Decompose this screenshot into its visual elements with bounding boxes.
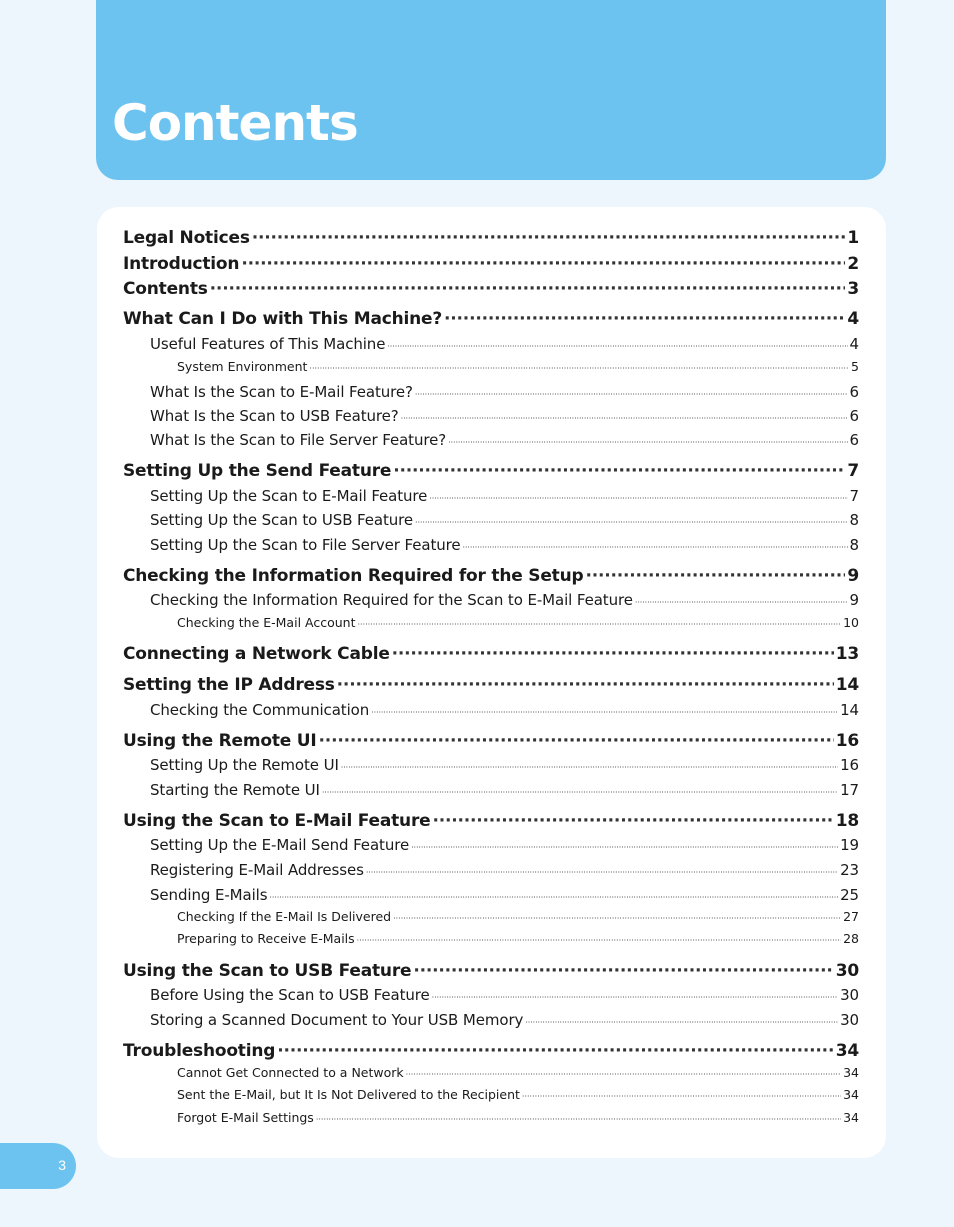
dot-leader: [210, 279, 846, 299]
toc-entry[interactable]: [177, 359, 859, 374]
toc-entry-title: Contents: [123, 279, 208, 299]
toc-entry-page: 6: [849, 383, 859, 401]
dot-leader: [444, 309, 845, 329]
toc-entry-page: 30: [840, 986, 859, 1004]
toc-entry-page: 7: [849, 487, 859, 505]
toc-entry-page: 4: [849, 335, 859, 353]
toc-entry-page: 16: [840, 756, 859, 774]
dot-leader: [415, 390, 848, 399]
toc-entry-page: 30: [835, 961, 859, 981]
dot-leader: [635, 598, 848, 607]
page-title: Contents: [112, 94, 358, 152]
toc-entry-page: 2: [847, 254, 859, 274]
toc-entry-title: Before Using the Scan to USB Feature: [150, 986, 430, 1004]
dot-leader: [415, 518, 848, 527]
toc-entry[interactable]: [150, 756, 859, 774]
toc-entry-title: Checking the E-Mail Account: [177, 615, 356, 630]
dot-leader: [269, 893, 838, 902]
toc-entry[interactable]: [150, 861, 859, 879]
toc-entry[interactable]: [150, 986, 859, 1004]
toc-entry-title: Troubleshooting: [123, 1041, 276, 1061]
toc-entry-page: 7: [847, 461, 859, 481]
toc-entry-page: 34: [843, 1087, 859, 1102]
page-number-badge: [0, 1143, 76, 1189]
toc-entry-title: What Is the Scan to File Server Feature?: [150, 431, 447, 449]
dot-leader: [432, 993, 838, 1002]
toc-entry-page: 8: [849, 536, 859, 554]
toc-entry[interactable]: [150, 536, 859, 554]
toc-entry-title: Sent the E-Mail, but It Is Not Delivered to the Recipient: [177, 1087, 520, 1102]
toc-entry-page: 19: [840, 836, 859, 854]
toc-entry[interactable]: [123, 228, 859, 248]
dot-leader: [366, 868, 838, 877]
dot-leader: [277, 1041, 834, 1061]
dot-leader: [241, 254, 845, 274]
dot-leader: [429, 494, 847, 503]
toc-entry-title: Setting Up the Scan to File Server Feature: [150, 536, 461, 554]
dot-leader: [387, 342, 847, 351]
dot-leader: [358, 620, 842, 629]
toc-entry[interactable]: [177, 1087, 859, 1102]
toc-entry-title: Setting the IP Address: [123, 675, 335, 695]
dot-leader: [448, 438, 847, 447]
dot-leader: [322, 788, 838, 797]
toc-entry-title: What Is the Scan to E-Mail Feature?: [150, 383, 413, 401]
dot-leader: [393, 461, 845, 481]
toc-entry-title: Setting Up the Scan to E-Mail Feature: [150, 487, 428, 505]
toc-entry-title: Setting Up the Remote UI: [150, 756, 339, 774]
toc-entry[interactable]: [150, 511, 859, 529]
toc-panel: [97, 207, 886, 1158]
toc-entry-page: 34: [835, 1041, 859, 1061]
toc-entry-page: 5: [851, 359, 859, 374]
toc-entry[interactable]: [123, 731, 859, 751]
dot-leader: [371, 708, 838, 717]
toc-entry-title: What Is the Scan to USB Feature?: [150, 407, 399, 425]
page-number: 3: [58, 1157, 66, 1173]
toc-entry-page: 9: [849, 591, 859, 609]
toc-entry-title: Checking the Communication: [150, 701, 370, 719]
dot-leader: [357, 936, 841, 945]
toc-entry[interactable]: [150, 836, 859, 854]
toc-entry-title: What Can I Do with This Machine?: [123, 309, 443, 329]
toc-entry-page: 14: [840, 701, 859, 719]
toc-entry-page: 4: [847, 309, 859, 329]
toc-entry-title: Starting the Remote UI: [150, 781, 320, 799]
dot-leader: [316, 1115, 841, 1124]
toc-entry[interactable]: [150, 1011, 859, 1029]
toc-entry[interactable]: [123, 279, 859, 299]
toc-entry-title: Introduction: [123, 254, 240, 274]
toc-entry-title: Useful Features of This Machine: [150, 335, 386, 353]
toc-entry[interactable]: [150, 487, 859, 505]
toc-entry-page: 13: [835, 644, 859, 664]
dot-leader: [252, 228, 846, 248]
dot-leader: [525, 1018, 838, 1027]
dot-leader: [522, 1092, 841, 1101]
dot-leader: [432, 811, 833, 831]
toc-entry-page: 18: [835, 811, 859, 831]
toc-entry-title: Using the Scan to E-Mail Feature: [123, 811, 431, 831]
toc-entry-page: 3: [847, 279, 859, 299]
title-banner: [96, 0, 886, 180]
dot-leader: [401, 414, 848, 423]
toc-entry-page: 6: [849, 431, 859, 449]
toc-entry-title: Checking the Information Required for the Scan to E-Mail Feature: [150, 591, 633, 609]
toc-entry[interactable]: [123, 675, 859, 695]
toc-entry-page: 27: [843, 909, 859, 924]
dot-leader: [341, 763, 838, 772]
toc-entry-title: System Environment: [177, 359, 308, 374]
dot-leader: [392, 644, 834, 664]
dot-leader: [413, 961, 833, 981]
toc-entry-page: 23: [840, 861, 859, 879]
toc-entry-page: 28: [843, 931, 859, 946]
toc-entry-title: Cannot Get Connected to a Network: [177, 1065, 404, 1080]
dot-leader: [309, 364, 849, 373]
toc-entry-title: Forgot E-Mail Settings: [177, 1110, 314, 1125]
toc-entry[interactable]: [150, 407, 859, 425]
toc-entry[interactable]: [123, 644, 859, 664]
toc-entry[interactable]: [177, 1110, 859, 1125]
toc-entry-title: Preparing to Receive E-Mails: [177, 931, 355, 946]
toc-entry[interactable]: [123, 566, 859, 586]
toc-entry[interactable]: [150, 701, 859, 719]
toc-entry-title: Using the Scan to USB Feature: [123, 961, 412, 981]
toc-entry[interactable]: [177, 931, 859, 946]
dot-leader: [411, 843, 838, 852]
toc-entry[interactable]: [177, 1065, 859, 1080]
toc-entry[interactable]: [123, 811, 859, 831]
toc-entry[interactable]: [150, 886, 859, 904]
toc-entry-page: 30: [840, 1011, 859, 1029]
dot-leader: [585, 566, 845, 586]
toc-entry[interactable]: [150, 383, 859, 401]
toc-entry-title: Storing a Scanned Document to Your USB Memory: [150, 1011, 524, 1029]
toc-entry-title: Setting Up the E-Mail Send Feature: [150, 836, 410, 854]
dot-leader: [319, 731, 834, 751]
toc-entry-title: Checking If the E-Mail Is Delivered: [177, 909, 392, 924]
toc-entry-title: Connecting a Network Cable: [123, 644, 390, 664]
dot-leader: [463, 543, 848, 552]
toc-entry[interactable]: [150, 591, 859, 609]
toc-entry-page: 9: [847, 566, 859, 586]
toc-entry[interactable]: [123, 254, 859, 274]
toc-entry-title: Checking the Information Required for the Setup: [123, 566, 584, 586]
toc-entry-title: Legal Notices: [123, 228, 250, 248]
toc-entry-page: 16: [835, 731, 859, 751]
dot-leader: [406, 1070, 841, 1079]
toc-entry-title: Sending E-Mails: [150, 886, 268, 904]
toc-entry[interactable]: [150, 335, 859, 353]
toc-entry-page: 25: [840, 886, 859, 904]
toc-entry-title: Registering E-Mail Addresses: [150, 861, 364, 879]
toc-entry[interactable]: [123, 1041, 859, 1061]
toc-entry[interactable]: [177, 909, 859, 924]
toc-entry[interactable]: [123, 961, 859, 981]
toc-entry-page: 34: [843, 1065, 859, 1080]
toc-entry-page: 6: [849, 407, 859, 425]
toc-entry[interactable]: [177, 615, 859, 630]
toc-entry-page: 14: [835, 675, 859, 695]
toc-entry-page: 17: [840, 781, 859, 799]
toc-entry-page: 34: [843, 1110, 859, 1125]
dot-leader: [337, 675, 834, 695]
dot-leader: [393, 914, 841, 923]
toc-entry-page: 1: [847, 228, 859, 248]
toc-entry-title: Setting Up the Scan to USB Feature: [150, 511, 414, 529]
toc-entry-title: Using the Remote UI: [123, 731, 317, 751]
toc-entry-page: 10: [843, 615, 859, 630]
toc-entry-title: Setting Up the Send Feature: [123, 461, 392, 481]
toc-entry[interactable]: [123, 461, 859, 481]
toc-entry[interactable]: [123, 309, 859, 329]
toc-entry[interactable]: [150, 781, 859, 799]
toc-entry[interactable]: [150, 431, 859, 449]
toc-entry-page: 8: [849, 511, 859, 529]
